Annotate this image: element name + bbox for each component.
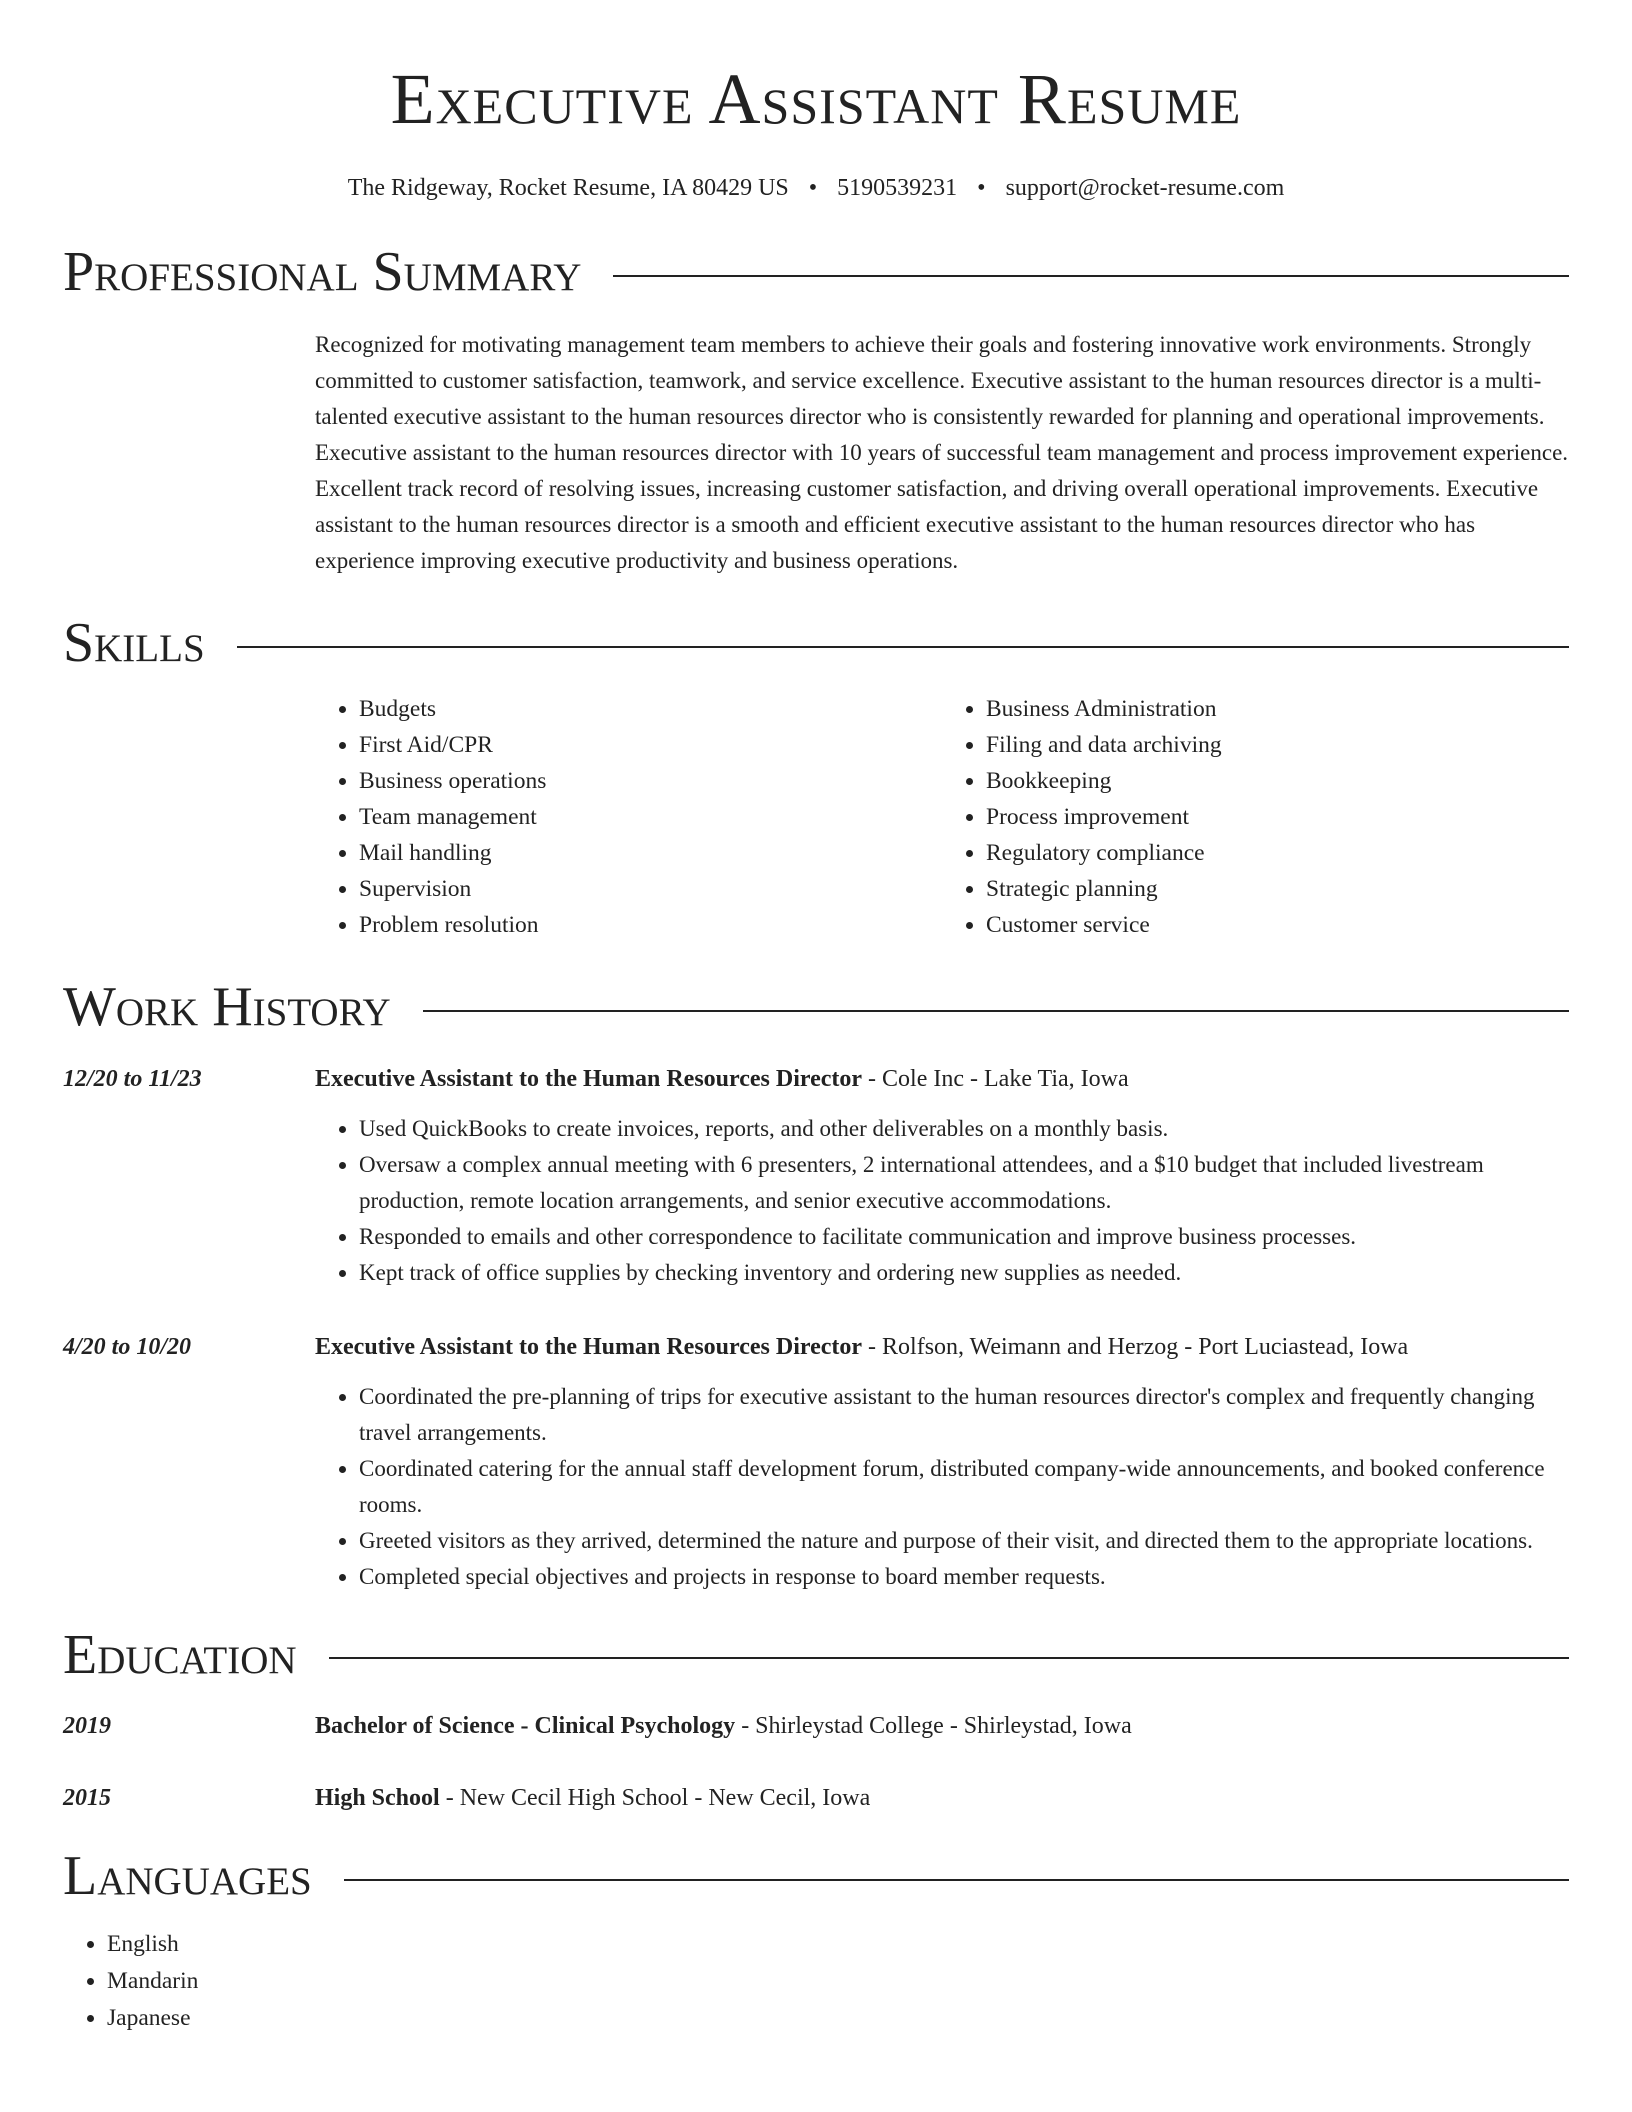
skill-item: • Business operations	[359, 763, 942, 799]
job-heading	[315, 1061, 1569, 1097]
skill-item: • Team management	[359, 799, 942, 835]
education-degree: High School	[315, 1785, 440, 1812]
job-bullet: • Used QuickBooks to create invoices, reports, and other deliverables on a monthly basis.	[359, 1111, 1569, 1147]
skill-item: • Mail handling	[359, 835, 942, 871]
summary-section-header	[63, 242, 1569, 304]
education-school: - New Cecil High School - New Cecil, Iowa	[439, 1785, 871, 1812]
job-detail	[315, 1061, 1569, 1291]
job-dates: 12/20 to 11/23	[63, 1065, 202, 1092]
education-year: 2015	[63, 1785, 111, 1812]
language-item: • Japanese	[107, 2000, 1569, 2037]
skill-item: • Process improvement	[986, 799, 1569, 835]
job-bullet: • Completed special objectives and projects in response to board member requests.	[359, 1559, 1569, 1595]
skills-section-header	[63, 613, 1569, 675]
job-title: Executive Assistant to the Human Resources Director	[315, 1065, 863, 1092]
contact-address: The Ridgeway, Rocket Resume, IA 80429 US	[347, 174, 789, 201]
language-item: • Mandarin	[107, 1963, 1569, 2000]
job-bullet: • Oversaw a complex annual meeting with 6 presenters, 2 international attendees, and a $10 budget that included livestream production, remote location arrangements, and senior executive accommodations.	[359, 1147, 1569, 1219]
education-detail	[315, 1780, 1569, 1816]
job-heading	[315, 1329, 1569, 1365]
job-bullet: • Kept track of office supplies by checking inventory and ordering new supplies as needed.	[359, 1255, 1569, 1291]
skill-item: • Filing and data archiving	[986, 727, 1569, 763]
job-bullet: • Greeted visitors as they arrived, determined the nature and purpose of their visit, and directed them to the appropriate locations.	[359, 1523, 1569, 1559]
resume-title: Executive Assistant Resume	[390, 59, 1242, 139]
job-employer: - Rolfson, Weimann and Herzog - Port Luciastead, Iowa	[862, 1333, 1409, 1360]
education-degree: Bachelor of Science - Clinical Psychology	[315, 1713, 736, 1740]
contact-separator: •	[977, 174, 986, 201]
job-entry	[63, 1061, 1569, 1291]
job-title: Executive Assistant to the Human Resources Director	[315, 1333, 863, 1360]
languages-section-header	[63, 1846, 1569, 1908]
skill-item: • First Aid/CPR	[359, 727, 942, 763]
work-heading: Work History	[63, 975, 391, 1038]
work-section-header	[63, 977, 1569, 1039]
education-school: - Shirleystad College - Shirleystad, Iowa	[735, 1713, 1132, 1740]
job-bullets	[315, 1379, 1569, 1595]
languages-list	[63, 1926, 1569, 2037]
section-divider	[237, 646, 1569, 648]
job-bullet: • Coordinated catering for the annual staff development forum, distributed company-wide announcements, and booked conference rooms.	[359, 1451, 1569, 1523]
skill-item: • Bookkeeping	[986, 763, 1569, 799]
skill-item: • Budgets	[359, 691, 942, 727]
summary-text: Recognized for motivating management team members to achieve their goals and fostering innovative work environments. Strongly committed to customer satisfaction, teamwork, and service excellence. Executive assistant to the human resources director is a multi-talented executive assistant to the human resources director who is consistently rewarded for planning and operational improvements. Executive assistant to the human resources director with 10 years of successful team management and process improvement experience. Excellent track record of resolving issues, increasing customer satisfaction, and driving overall operational improvements. Executive assistant to the human resources director is a smooth and efficient executive assistant to the human resources director who has experience improving executive productivity and business operations.	[315, 332, 1569, 574]
job-employer: - Cole Inc - Lake Tia, Iowa	[862, 1065, 1129, 1092]
education-year: 2019	[63, 1713, 111, 1740]
skill-item: • Customer service	[986, 907, 1569, 943]
contact-email: support@rocket-resume.com	[1005, 174, 1285, 201]
education-section-header	[63, 1625, 1569, 1687]
summary-heading: Professional Summary	[63, 240, 582, 303]
skills-list	[315, 691, 1569, 943]
skill-item: • Problem resolution	[359, 907, 942, 943]
skills-column-left	[315, 691, 942, 943]
languages-heading: Languages	[63, 1845, 312, 1908]
job-entry	[63, 1329, 1569, 1595]
job-bullet: • Coordinated the pre-planning of trips for executive assistant to the human resources director's complex and frequently changing travel arrangements.	[359, 1379, 1569, 1451]
job-dates: 4/20 to 10/20	[63, 1333, 192, 1360]
education-entry	[63, 1708, 1569, 1744]
skill-item: • Supervision	[359, 871, 942, 907]
education-detail	[315, 1708, 1569, 1744]
skill-item: • Business Administration	[986, 691, 1569, 727]
section-divider	[423, 1010, 1569, 1012]
contact-separator: •	[808, 174, 818, 201]
skill-item: • Regulatory compliance	[986, 835, 1569, 871]
skills-heading: Skills	[63, 612, 205, 675]
language-item: • English	[107, 1926, 1569, 1963]
skill-item: • Strategic planning	[986, 871, 1569, 907]
contact-line	[63, 175, 1569, 202]
skills-column-right	[942, 691, 1569, 943]
section-divider	[613, 275, 1569, 277]
job-bullet: • Responded to emails and other correspondence to facilitate communication and improve business processes.	[359, 1219, 1569, 1255]
job-bullets	[315, 1111, 1569, 1291]
job-detail	[315, 1329, 1569, 1595]
section-divider	[329, 1657, 1569, 1659]
section-divider	[344, 1879, 1569, 1881]
contact-phone: 5190539231	[837, 174, 958, 201]
education-heading: Education	[63, 1623, 297, 1686]
education-entry	[63, 1780, 1569, 1816]
